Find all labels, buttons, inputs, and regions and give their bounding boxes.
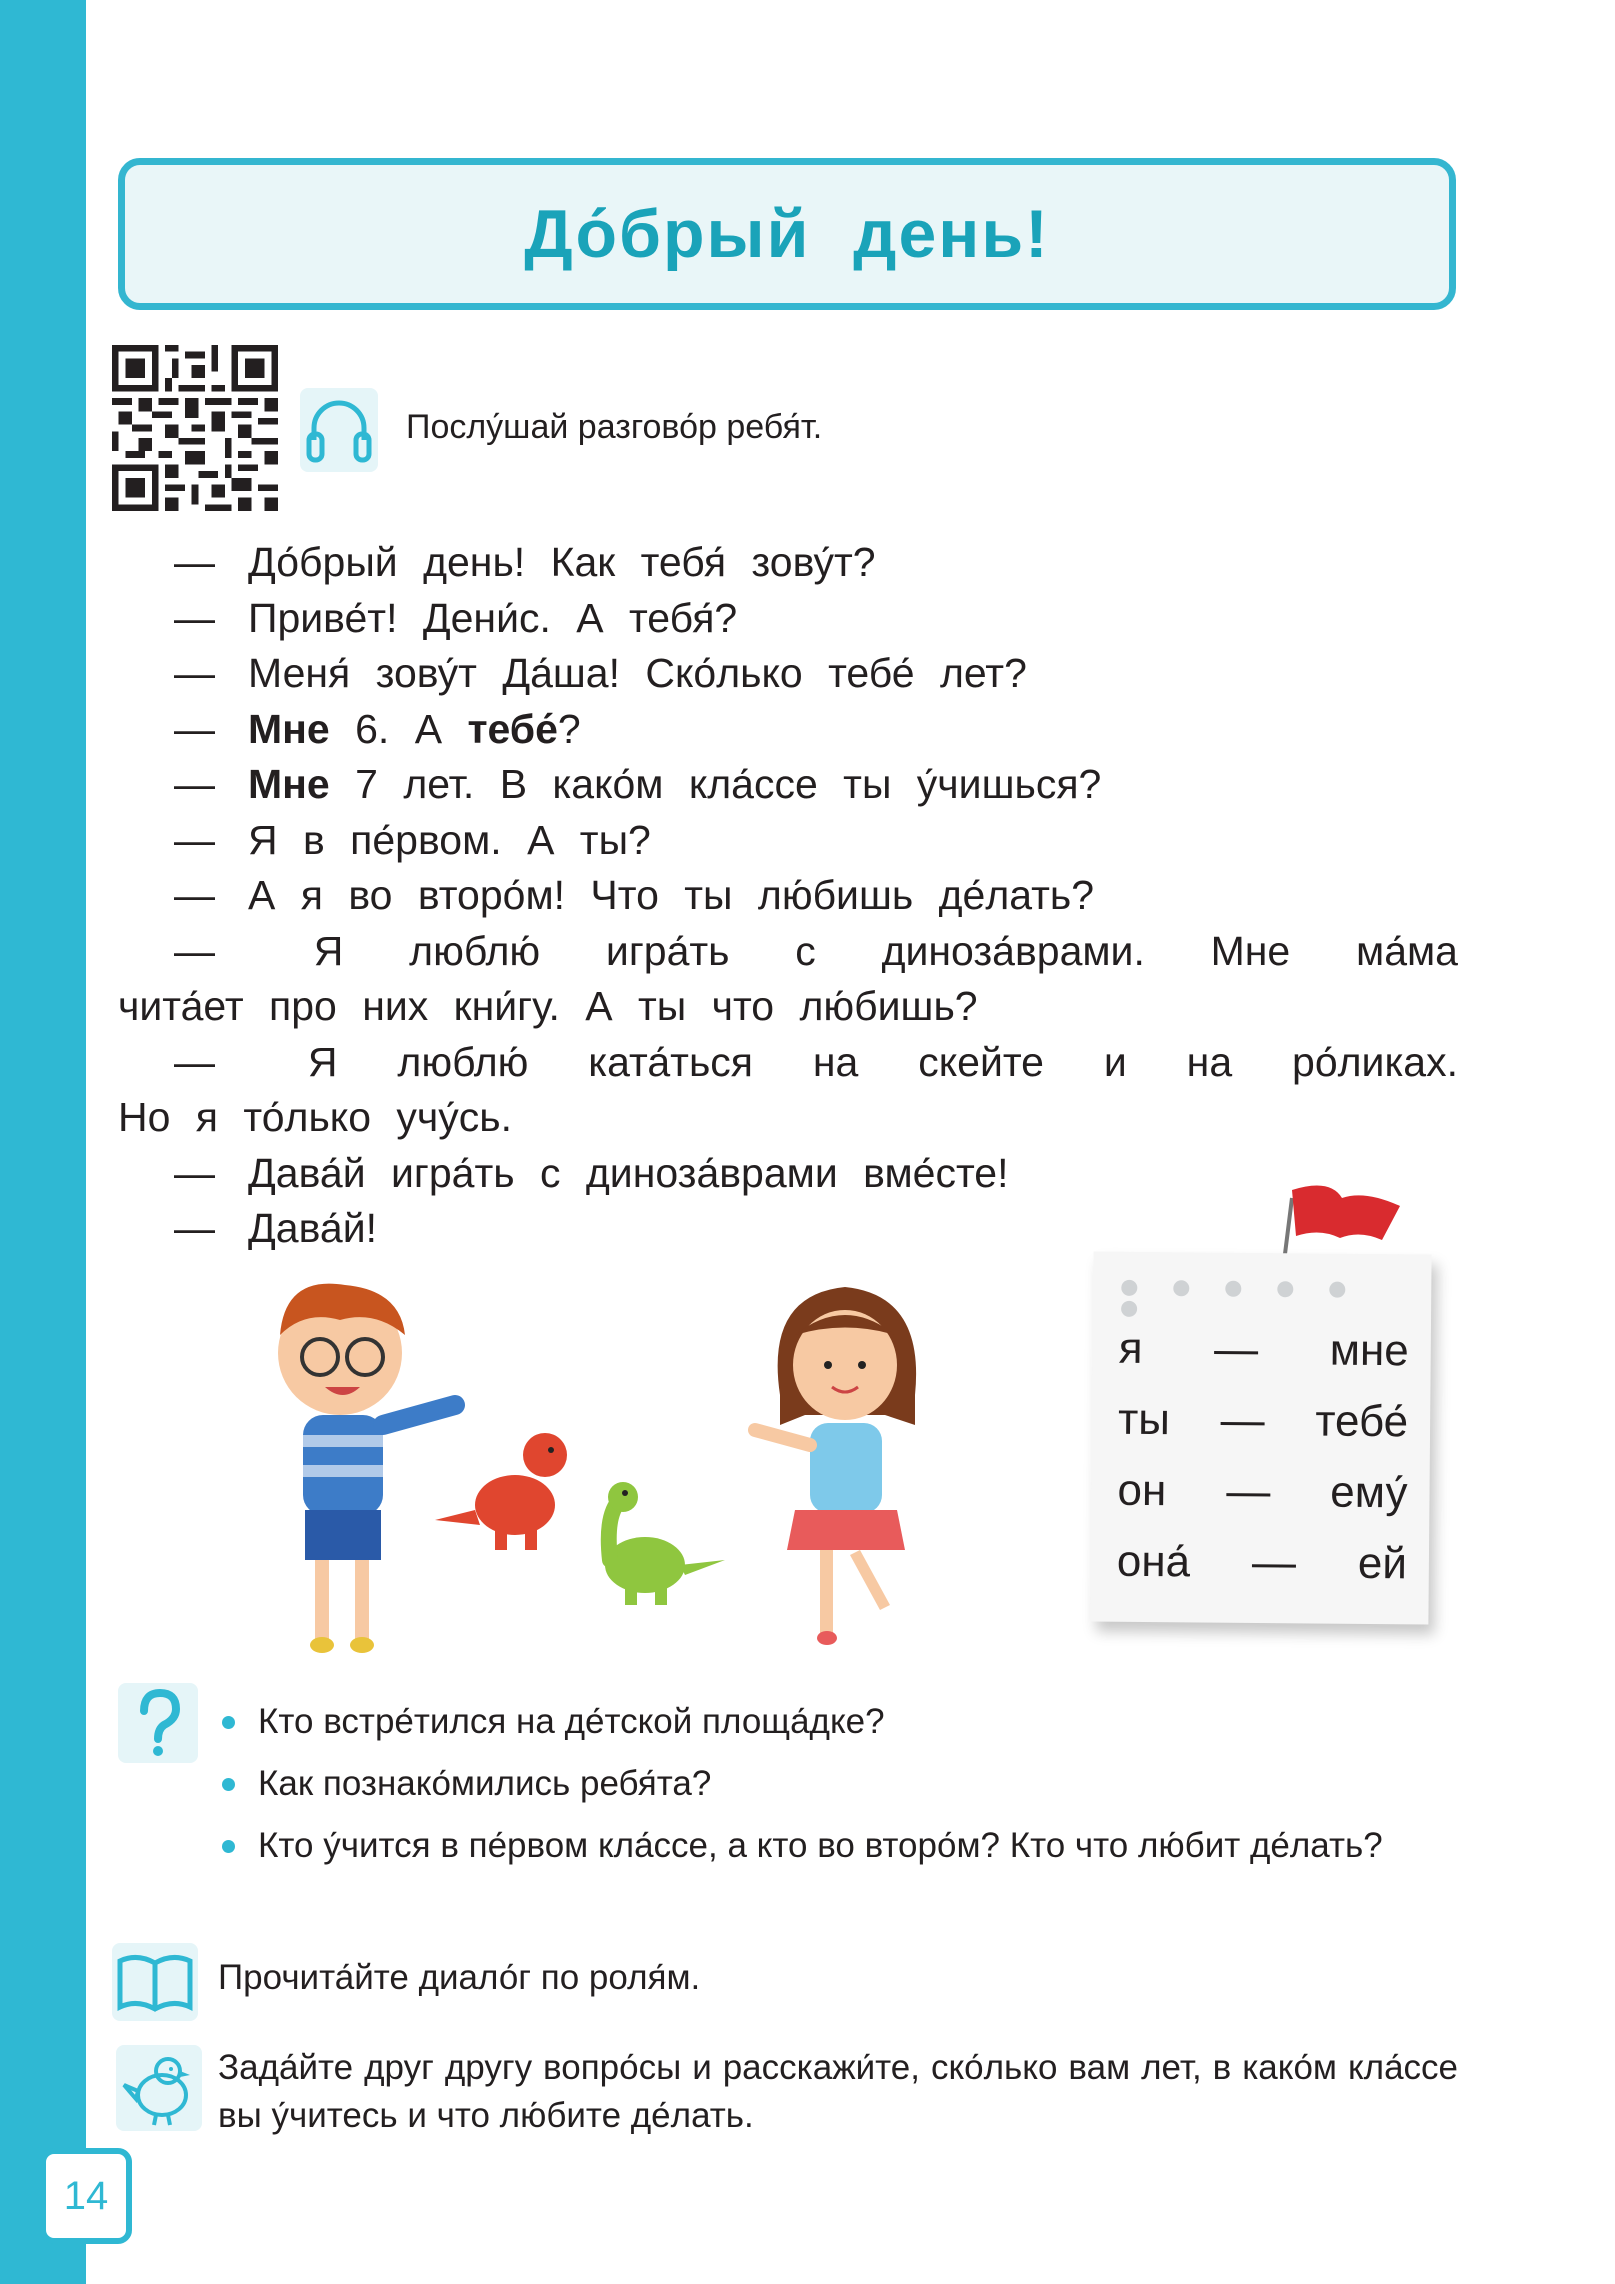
- pronoun-row: [1117, 1466, 1407, 1519]
- question-item: Кто у́чится в пе́рвом кла́ссе, а кто во второ́м? Кто что лю́бит де́лать?: [218, 1822, 1458, 1870]
- dialog-dash: —: [174, 1038, 215, 1085]
- dialog-text: А я во второ́м! Что ты лю́бишь де́лать?: [248, 872, 1095, 918]
- girl-illustration: [755, 1287, 916, 1645]
- red-dinosaur-illustration: [435, 1433, 567, 1550]
- dialog-text: Приве́т! Дени́с. А тебя́?: [248, 594, 738, 641]
- listen-instruction: Послу́шай разгово́р ребя́т.: [406, 408, 823, 446]
- pronoun-dash: —: [1220, 1395, 1265, 1446]
- green-dinosaur-illustration: [605, 1482, 725, 1605]
- headphones-icon: [300, 388, 378, 472]
- dialog-text: Дава́й!: [248, 1205, 377, 1251]
- note-holes: [1121, 1280, 1431, 1325]
- dialog-dash: —: [174, 761, 215, 807]
- dialog-line: [118, 1035, 1458, 1091]
- pronoun-dative: мне: [1329, 1325, 1409, 1376]
- dialog-text: Я в пе́рвом. А ты?: [248, 816, 651, 863]
- dialog-bold: Мне: [248, 761, 330, 807]
- pronoun-dative: тебе́: [1315, 1396, 1409, 1447]
- dialog-line: [118, 702, 1458, 758]
- dialog-text: Меня́ зову́т Да́ша! Ско́лько тебе́ лет?: [248, 650, 1027, 696]
- dialog-line: [118, 757, 1458, 813]
- question-item: Как познако́мились ребя́та?: [218, 1760, 1458, 1808]
- pronoun-word: он: [1117, 1465, 1167, 1516]
- pronoun-row: [1119, 1324, 1409, 1377]
- pronoun-word: ты: [1117, 1394, 1171, 1445]
- dialog-dash: —: [174, 539, 215, 585]
- book-icon: [112, 1943, 198, 2021]
- dialog-text: Я люблю́ ката́ться на скейте и на ро́ликах.: [307, 1038, 1458, 1085]
- title-box: [118, 158, 1456, 310]
- dialog-line: [118, 535, 1458, 591]
- pronoun-dative: ей: [1357, 1538, 1408, 1589]
- dialog-text: До́брый день! Как тебя́ зову́т?: [248, 539, 876, 585]
- dialog: [118, 535, 1458, 1257]
- pronoun-note-card: [1090, 1252, 1431, 1625]
- dialog-dash: —: [174, 650, 215, 696]
- pronoun-row: [1117, 1537, 1407, 1590]
- dialog-line: [118, 646, 1458, 702]
- pronoun-word: я: [1118, 1323, 1143, 1373]
- dialog-dash: —: [174, 705, 215, 752]
- dialog-text: 7 лет. В како́м кла́ссе ты у́чишься?: [329, 761, 1102, 807]
- side-bar: [0, 0, 86, 2284]
- dialog-continuation: Но я то́лько учу́сь.: [118, 1094, 513, 1140]
- dialog-dash: —: [174, 872, 215, 918]
- dialog-line: [118, 813, 1458, 869]
- dialog-bold: тебе́: [467, 705, 558, 752]
- pronoun-dash: —: [1213, 1324, 1259, 1374]
- children-illustration: [225, 1275, 1005, 1665]
- pronoun-dash: —: [1226, 1466, 1271, 1517]
- dialog-text: Я люблю́ игра́ть с диноза́врами. Мне ма́ма: [313, 927, 1458, 974]
- dialog-line: [118, 924, 1458, 980]
- dialog-dash: —: [174, 594, 215, 641]
- dialog-line: [118, 591, 1458, 647]
- question-icon: [118, 1683, 198, 1763]
- reading-task: Прочита́йте диало́г по роля́м.: [218, 1958, 701, 1997]
- dialog-line: [118, 1201, 1458, 1257]
- page-title: До́брый день!: [524, 196, 1050, 272]
- dialog-text: 6. А: [329, 705, 468, 752]
- dialog-text: Дава́й игра́ть с диноза́врами вме́сте!: [248, 1149, 1009, 1196]
- boy-illustration: [278, 1284, 455, 1653]
- bird-icon: [116, 2045, 202, 2131]
- dialog-dash: —: [174, 816, 215, 863]
- dialog-dash: —: [174, 1205, 215, 1251]
- pairwork-task: Зада́йте друг другу вопро́сы и расскажи́те, ско́лько вам лет, в како́м кла́ссе вы у́читесь и что лю́бите де́лать.: [218, 2048, 1458, 2135]
- question-item: Кто встре́тился на де́тской площа́дке?: [218, 1698, 1458, 1746]
- dialog-text: ?: [557, 705, 581, 752]
- dialog-bold: Мне: [248, 705, 330, 752]
- page-number-box: [40, 2148, 132, 2244]
- pronoun-dative: ему́: [1330, 1467, 1408, 1518]
- dialog-dash: —: [174, 1149, 215, 1196]
- dialog-continuation: чита́ет про них кни́гу. А ты что лю́бишь?: [118, 983, 978, 1029]
- questions-list: [218, 1698, 1458, 1884]
- dialog-line: [118, 868, 1458, 924]
- dialog-line: [118, 1146, 1458, 1202]
- dialog-dash: —: [174, 927, 215, 974]
- pronoun-row: [1118, 1395, 1408, 1448]
- pronoun-dash: —: [1251, 1537, 1297, 1588]
- page-number: 14: [63, 2173, 109, 2218]
- qr-code-icon: [112, 345, 278, 511]
- pronoun-word: она́: [1116, 1536, 1191, 1587]
